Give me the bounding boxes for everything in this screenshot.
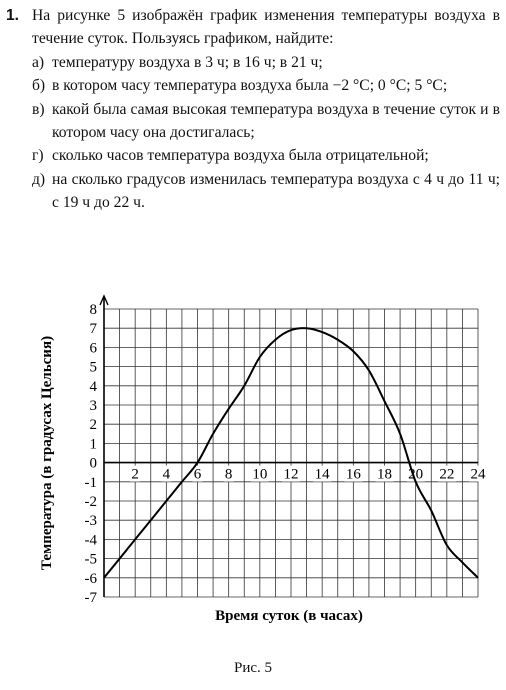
y-tick-label: -1 [84, 474, 97, 491]
y-tick-label: -7 [84, 590, 97, 606]
task-label: а) [32, 53, 45, 71]
y-tick-label: 1 [89, 436, 97, 453]
task-text: какой была самая высокая температура воздуха в течение суток и в котором часу она достигалась; [52, 100, 500, 142]
y-tick-label: -4 [84, 532, 97, 549]
y-tick-label: 2 [89, 417, 97, 434]
figure-caption: Рис. 5 [233, 660, 273, 676]
problem-number: 1. [6, 7, 20, 24]
chart-axes [100, 296, 478, 597]
problem-text [32, 4, 500, 215]
x-tick-label: 18 [377, 466, 392, 483]
x-tick-label: 16 [345, 466, 361, 483]
task-item-d [32, 168, 500, 215]
task-item-v [32, 98, 500, 145]
problem-intro: На рисунке 5 изображён график изменения температуры воздуха в течение суток. Пользуясь графиком, найдите: [32, 7, 500, 48]
y-tick-label: 7 [89, 321, 97, 338]
task-item-b [32, 74, 500, 97]
x-tick-label: 4 [162, 466, 171, 483]
task-text: температуру воздуха в 3 ч; в 16 ч; в 21 ч; [52, 53, 323, 71]
task-label: б) [32, 77, 46, 95]
y-tick-label: 8 [89, 302, 97, 318]
x-tick-label: 24 [470, 466, 486, 483]
problem-1 [6, 4, 500, 215]
task-label: г) [32, 147, 44, 165]
y-tick-label: -3 [84, 513, 97, 530]
task-label: д) [32, 170, 46, 188]
y-tick-label: 6 [89, 340, 97, 357]
y-tick-label: -5 [84, 551, 97, 568]
x-axis-label: Время суток (в часах) [215, 608, 363, 624]
task-item-g [32, 144, 500, 167]
x-tick-label: 6 [193, 466, 202, 483]
x-tick-label: 14 [314, 466, 330, 483]
y-tick-label: 5 [89, 359, 97, 376]
x-tick-label: 2 [131, 466, 139, 483]
x-tick-label: 8 [224, 466, 233, 483]
x-tick-label: 12 [283, 466, 299, 483]
y-tick-label: 4 [89, 378, 97, 395]
task-label: в) [32, 100, 45, 118]
task-item-a [32, 51, 500, 74]
chart-grid [104, 309, 478, 597]
x-tick-label: 20 [408, 466, 424, 483]
y-tick-label: 0 [89, 455, 97, 472]
y-tick-label: 3 [89, 398, 97, 414]
y-tick-label: -6 [84, 570, 97, 587]
task-text: на сколько градусов изменилась температура воздуха с 4 ч до 11 ч; с 19 ч до 22 ч. [52, 170, 500, 212]
x-tick-label: 10 [252, 466, 268, 483]
temperature-chart [0, 290, 506, 660]
y-axis-label: Температура (в градусах Цельсия) [39, 335, 55, 571]
y-tick-label: -2 [84, 494, 97, 510]
task-text: сколько часов температура воздуха была отрицательной; [52, 147, 429, 165]
task-text: в котором часу температура воздуха была −2 °C; 0 °C; 5 °C; [52, 77, 448, 95]
x-tick-label: 22 [439, 466, 455, 483]
